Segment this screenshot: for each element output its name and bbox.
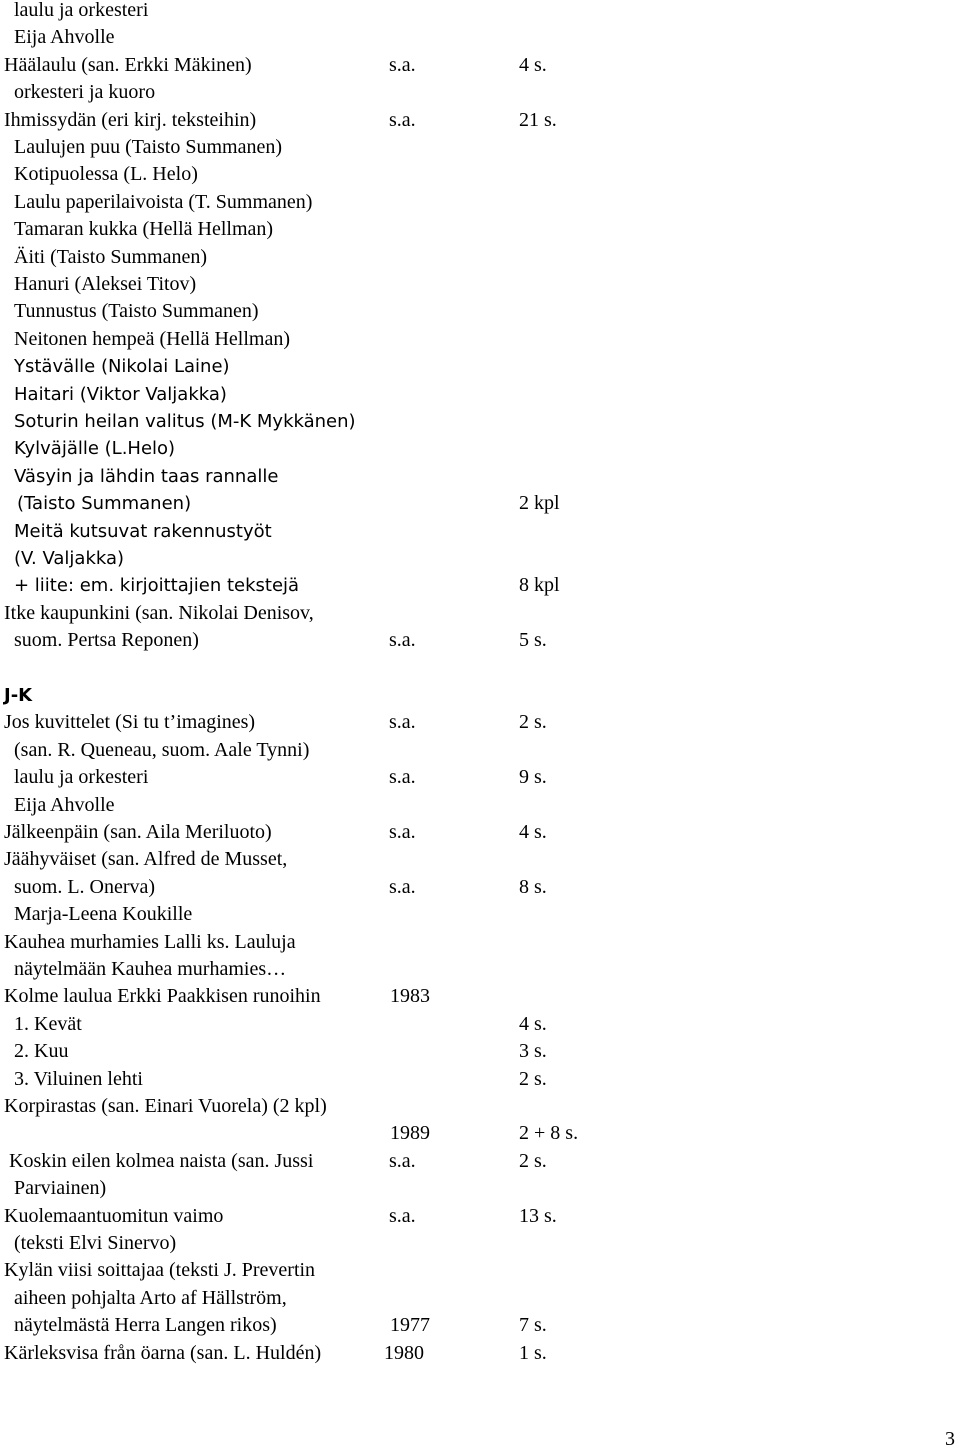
entry-title: Äiti (Taisto Summanen) <box>14 245 208 268</box>
catalog-entry <box>0 929 960 956</box>
catalog-entry <box>0 353 960 380</box>
entry-year: s.a. <box>389 1149 416 1172</box>
catalog-entry <box>0 189 960 216</box>
catalog-entry <box>0 1257 960 1284</box>
entry-title: Tunnustus (Taisto Summanen) <box>14 300 259 323</box>
catalog-entry <box>0 1340 960 1367</box>
catalog-entry <box>0 24 960 51</box>
catalog-entry <box>0 0 960 24</box>
catalog-entry <box>0 1285 960 1312</box>
catalog-entry <box>0 244 960 271</box>
entry-title: Koskin eilen kolmea naista (san. Jussi <box>9 1149 314 1172</box>
entry-title: Jäähyväiset (san. Alfred de Musset, <box>4 848 288 871</box>
entry-year: s.a. <box>389 629 416 652</box>
catalog-entry <box>0 792 960 819</box>
entry-title: Soturin heilan valitus (M-K Mykkänen) <box>14 411 356 432</box>
catalog-entry <box>0 682 960 709</box>
catalog-entry <box>0 1312 960 1339</box>
entry-extent: 2 + 8 s. <box>519 1122 579 1145</box>
entry-title: 2. Kuu <box>14 1040 69 1063</box>
entry-title: Kotipuolessa (L. Helo) <box>14 163 198 186</box>
entry-title: Kauhea murhamies Lalli ks. Lauluja <box>4 930 296 953</box>
catalog-entry <box>0 1093 960 1120</box>
entry-title: (Taisto Summanen) <box>17 493 192 515</box>
entry-title: suom. L. Onerva) <box>14 875 156 898</box>
catalog-entry <box>0 161 960 188</box>
catalog-entry <box>0 107 960 134</box>
entry-title: näytelmästä Herra Langen rikos) <box>14 1314 277 1337</box>
entry-year: s.a. <box>389 821 416 843</box>
entry-title: Kolme laulua Erkki Paakkisen runoihin <box>4 985 321 1008</box>
catalog-entry <box>0 1120 960 1147</box>
entry-title: laulu ja orkesteri <box>14 766 149 789</box>
entry-year: 1989 <box>390 1122 430 1145</box>
entry-title: Eija Ahvolle <box>14 26 115 49</box>
entry-year: s.a. <box>389 53 416 76</box>
catalog-entry <box>0 463 960 490</box>
catalog-entry <box>0 298 960 325</box>
entry-extent: 2 kpl <box>519 492 560 515</box>
entry-title: (V. Valjakka) <box>14 548 125 569</box>
section-heading: J-K <box>4 685 33 706</box>
catalog-entry <box>0 518 960 545</box>
entry-extent: 4 s. <box>519 821 547 843</box>
entry-title: Laulu paperilaivoista (T. Summanen) <box>14 190 313 213</box>
catalog-entry <box>0 874 960 901</box>
entry-year: 1977 <box>390 1314 430 1337</box>
entry-year: s.a. <box>389 108 416 131</box>
catalog-entry <box>0 737 960 764</box>
entry-extent: 8 kpl <box>519 574 560 597</box>
catalog-entry <box>0 326 960 353</box>
catalog-entry <box>0 1038 960 1065</box>
entry-title: Kärleksvisa från öarna (san. L. Huldén) <box>4 1341 322 1364</box>
entry-extent: 21 s. <box>519 108 557 131</box>
entry-year: 1980 <box>384 1341 424 1364</box>
catalog-entry <box>0 1011 960 1038</box>
entry-title: Marja-Leena Koukille <box>14 903 193 926</box>
catalog-entry <box>0 956 960 983</box>
entry-title: 1. Kevät <box>14 1012 82 1035</box>
entry-title: suom. Pertsa Reponen) <box>14 629 199 652</box>
entry-year: s.a. <box>389 1204 416 1227</box>
entry-title: orkesteri ja kuoro <box>14 81 156 104</box>
catalog-entry <box>0 1175 960 1202</box>
entry-title: Tamaran kukka (Hellä Hellman) <box>14 218 274 241</box>
entry-extent: 2 s. <box>519 711 547 734</box>
entry-extent: 2 s. <box>519 1067 547 1090</box>
entry-title: Kuolemaantuomitun vaimo <box>4 1204 224 1227</box>
blank-line <box>0 655 960 682</box>
catalog-entry <box>0 545 960 572</box>
entry-title: laulu ja orkesteri <box>14 0 149 21</box>
catalog-entry <box>0 572 960 599</box>
entry-title: Meitä kutsuvat rakennustyöt <box>14 520 272 542</box>
catalog-entry <box>0 1148 960 1175</box>
entry-extent: 7 s. <box>519 1314 547 1337</box>
entry-title: + liite: em. kirjoittajien tekstejä <box>14 575 300 597</box>
catalog-entry <box>0 709 960 736</box>
entry-title: näytelmään Kauhea murhamies… <box>14 958 287 980</box>
catalog-entry <box>0 1203 960 1230</box>
catalog-entry <box>0 1066 960 1093</box>
catalog-entry <box>0 901 960 928</box>
catalog-entry <box>0 134 960 161</box>
catalog-entry <box>0 819 960 846</box>
entry-title: Ystävälle (Nikolai Laine) <box>14 356 230 378</box>
entry-title: aiheen pohjalta Arto af Hällström, <box>14 1286 287 1309</box>
entry-title: Laulujen puu (Taisto Summanen) <box>14 136 282 158</box>
entry-title: Haitari (Viktor Valjakka) <box>14 383 227 405</box>
entry-title: Kylväjälle (L.Helo) <box>14 438 176 460</box>
catalog-entry <box>0 764 960 791</box>
entry-year: s.a. <box>389 766 416 789</box>
entry-title: (teksti Elvi Sinervo) <box>14 1232 177 1254</box>
catalog-entry <box>0 271 960 298</box>
catalog-entry <box>0 408 960 435</box>
catalog-entry <box>0 490 960 517</box>
entry-extent: 4 s. <box>519 1012 547 1035</box>
catalog-entry <box>0 627 960 654</box>
entry-title: Korpirastas (san. Einari Vuorela) (2 kpl) <box>4 1095 327 1117</box>
entry-extent: 13 s. <box>519 1204 557 1227</box>
entry-title: Jos kuvittelet (Si tu t’imagines) <box>4 711 256 734</box>
entry-year: 1983 <box>390 985 430 1008</box>
entry-extent: 2 s. <box>519 1149 547 1172</box>
entry-title: Väsyin ja lähdin taas rannalle <box>14 465 279 487</box>
entry-extent: 3 s. <box>519 1040 547 1063</box>
catalog-entry <box>0 79 960 106</box>
entry-year: s.a. <box>389 875 416 898</box>
entry-extent: 8 s. <box>519 875 547 898</box>
catalog-entry <box>0 52 960 79</box>
entry-title: Itke kaupunkini (san. Nikolai Denisov, <box>4 601 314 624</box>
entry-extent: 4 s. <box>519 53 547 76</box>
entry-title: Eija Ahvolle <box>14 793 115 816</box>
entry-title: Hanuri (Aleksei Titov) <box>14 273 197 295</box>
catalog-entry <box>0 381 960 408</box>
entry-title: Jälkeenpäin (san. Aila Meriluoto) <box>4 821 272 843</box>
catalog-entry <box>0 216 960 243</box>
entry-extent: 9 s. <box>519 766 547 789</box>
page-number: 3 <box>945 1428 955 1450</box>
entry-title: Häälaulu (san. Erkki Mäkinen) <box>4 53 252 76</box>
catalog-entry <box>0 1230 960 1257</box>
catalog-entry <box>0 983 960 1010</box>
entry-title: 3. Viluinen lehti <box>14 1067 143 1090</box>
entry-title: Kylän viisi soittajaa (teksti J. Prevertin <box>4 1259 316 1282</box>
entry-title: Parviainen) <box>14 1177 107 1200</box>
entry-year: s.a. <box>389 711 416 734</box>
catalog-entry <box>0 846 960 873</box>
entry-title: Neitonen hempeä (Hellä Hellman) <box>14 327 290 350</box>
catalog-entry <box>0 600 960 627</box>
catalog-entry <box>0 435 960 462</box>
entry-title: (san. R. Queneau, suom. Aale Tynni) <box>14 738 310 761</box>
entry-extent: 5 s. <box>519 629 547 652</box>
entry-title: Ihmissydän (eri kirj. teksteihin) <box>4 108 257 131</box>
entry-extent: 1 s. <box>519 1341 547 1364</box>
